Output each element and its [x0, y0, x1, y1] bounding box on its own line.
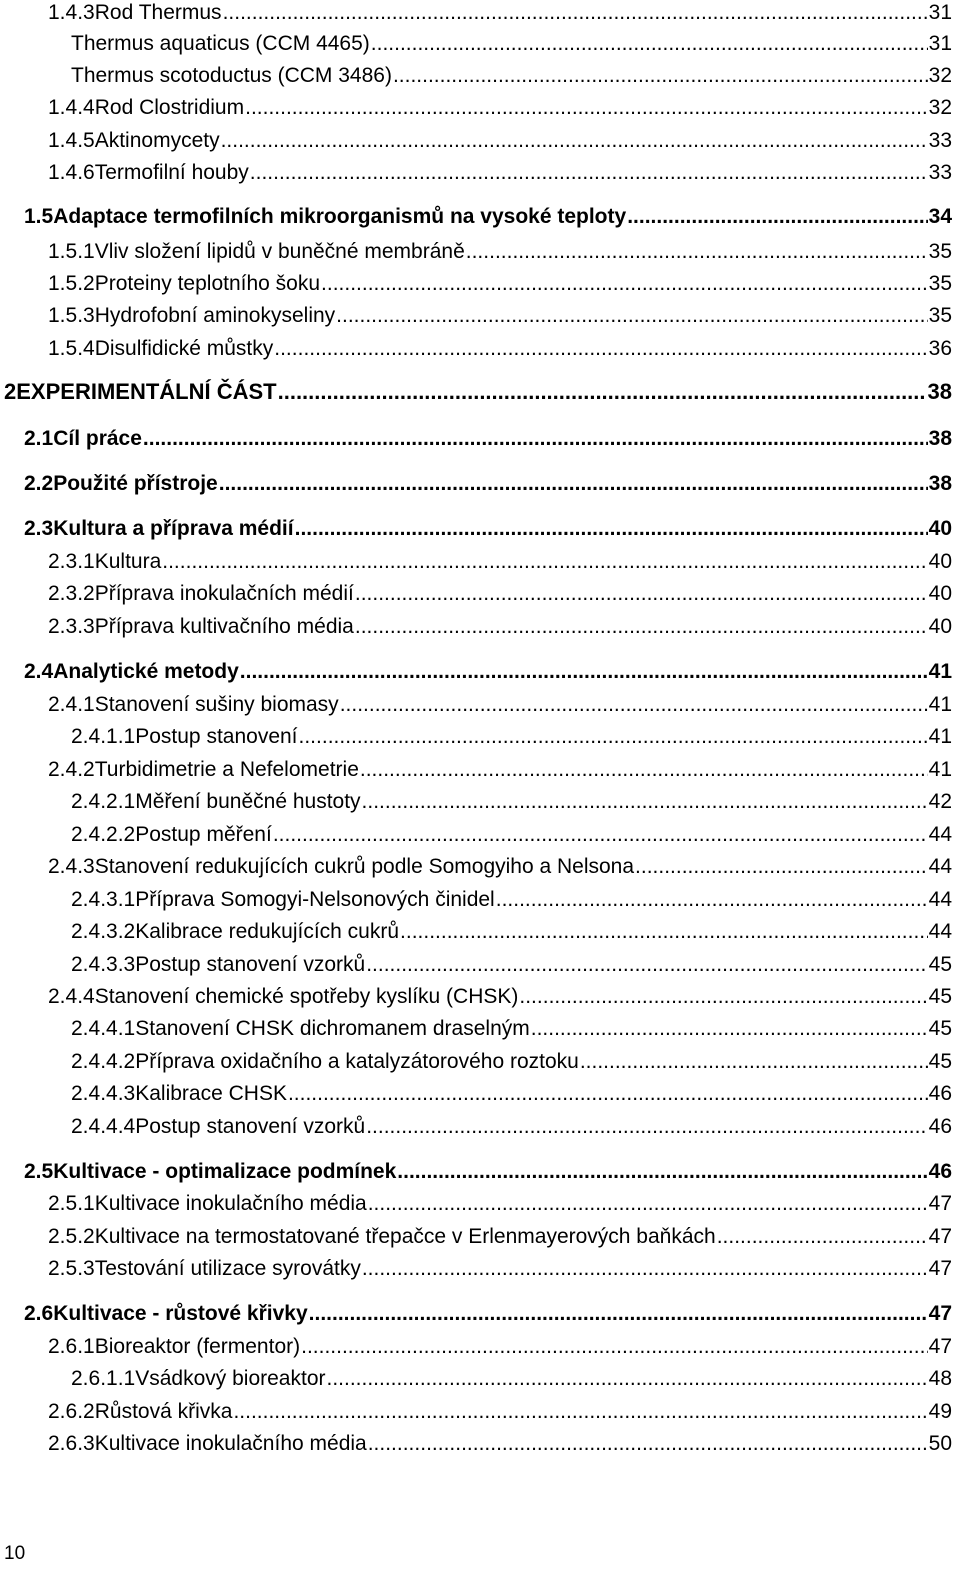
toc-entry-number: 2.4.3 — [48, 855, 95, 878]
toc-entry[interactable] — [24, 1301, 952, 1327]
toc-entry-number: 2.3.3 — [48, 615, 95, 638]
toc-entry[interactable] — [71, 822, 952, 848]
toc-leader-dots — [299, 724, 928, 750]
toc-entry-title: Kultivace - optimalizace podmínek — [53, 1160, 397, 1183]
toc-entry-title: Rod Clostridium — [94, 96, 245, 119]
toc-leader-dots — [274, 336, 927, 362]
toc-entry-page: 41 — [928, 725, 952, 748]
toc-entry[interactable] — [48, 549, 952, 575]
toc-leader-dots — [233, 1399, 927, 1425]
toc-entry[interactable] — [4, 379, 952, 405]
toc-entry-number: 2.5 — [24, 1160, 54, 1183]
toc-entry-page: 33 — [928, 129, 952, 152]
toc-leader-dots — [309, 1301, 928, 1327]
toc-entry-page: 45 — [928, 953, 952, 976]
toc-entry[interactable] — [48, 1399, 952, 1425]
toc-entry-page: 41 — [928, 693, 952, 716]
toc-entry-page: 34 — [928, 205, 952, 228]
toc-entry-page: 49 — [928, 1400, 952, 1423]
toc-entry-page: 47 — [928, 1192, 952, 1215]
toc-entry-page: 38 — [927, 379, 952, 404]
toc-entry-number: 1.4.4 — [48, 96, 95, 119]
toc-entry-page: 41 — [928, 660, 952, 683]
toc-entry-page: 40 — [928, 615, 952, 638]
toc-entry-number: 1.5.1 — [48, 240, 95, 263]
toc-entry-number: 2.2 — [24, 472, 54, 495]
toc-entry[interactable] — [24, 204, 952, 230]
toc-entry[interactable] — [48, 303, 952, 329]
toc-entry[interactable] — [71, 887, 952, 913]
toc-entry-title: Postup stanovení vzorků — [135, 1115, 366, 1138]
toc-leader-dots — [362, 1256, 928, 1282]
toc-entry-number: 2.4.3.3 — [71, 953, 136, 976]
toc-leader-dots — [496, 887, 928, 913]
toc-entry-title: Postup stanovení vzorků — [135, 953, 366, 976]
toc-entry[interactable] — [48, 128, 952, 154]
toc-entry-title: Cíl práce — [53, 427, 142, 450]
toc-entry-number: 2.6 — [24, 1302, 54, 1325]
toc-entry-title: Disulfidické můstky — [94, 337, 274, 360]
toc-entry[interactable] — [24, 1159, 952, 1185]
toc-leader-dots — [336, 303, 927, 329]
toc-entry-title: Příprava oxidačního a katalyzátorového roztoku — [135, 1050, 579, 1073]
toc-entry-page: 38 — [928, 472, 952, 495]
toc-leader-dots — [162, 549, 927, 575]
toc-entry[interactable] — [48, 0, 952, 26]
toc-entry-number: 2.3.2 — [48, 582, 95, 605]
toc-leader-dots — [368, 1431, 928, 1457]
toc-entry-title: Kalibrace redukujících cukrů — [135, 920, 400, 943]
toc-entry[interactable] — [71, 1049, 952, 1075]
toc-leader-dots — [278, 379, 927, 405]
toc-entry[interactable] — [48, 692, 952, 718]
toc-leader-dots — [580, 1049, 928, 1075]
toc-leader-dots — [221, 128, 928, 154]
toc-entry[interactable] — [48, 336, 952, 362]
toc-entry-number: 2.1 — [24, 427, 54, 450]
toc-leader-dots — [531, 1016, 928, 1042]
toc-entry-page: 44 — [928, 855, 952, 878]
toc-entry[interactable] — [24, 471, 952, 497]
toc-entry[interactable] — [24, 659, 952, 685]
toc-entry-title: Rod Thermus — [94, 1, 222, 24]
toc-entry-page: 47 — [928, 1225, 952, 1248]
toc-entry-number: 2.4.1.1 — [71, 725, 136, 748]
toc-entry[interactable] — [71, 789, 952, 815]
toc-leader-dots — [327, 1366, 928, 1392]
toc-entry[interactable] — [71, 1366, 952, 1392]
toc-leader-dots — [219, 471, 928, 497]
toc-entry[interactable] — [48, 1256, 952, 1282]
toc-leader-dots — [321, 271, 928, 297]
toc-entry-number: 2.4.3.1 — [71, 888, 136, 911]
toc-entry-title: Postup stanovení — [135, 725, 298, 748]
toc-entry-page: 31 — [928, 32, 952, 55]
toc-entry-page: 33 — [928, 161, 952, 184]
toc-entry-page: 46 — [928, 1082, 952, 1105]
toc-entry-title: Příprava kultivačního média — [94, 615, 354, 638]
toc-entry-page: 36 — [928, 337, 952, 360]
toc-leader-dots — [393, 63, 928, 89]
toc-entry-title: Analytické metody — [53, 660, 239, 683]
toc-entry-page: 32 — [928, 96, 952, 119]
toc-entry-title: Thermus scotoductus (CCM 3486) — [71, 64, 392, 87]
toc-entry[interactable] — [48, 614, 952, 640]
toc-entry-title: Thermus aquaticus (CCM 4465) — [71, 32, 370, 55]
toc-entry-page: 47 — [928, 1257, 952, 1280]
toc-leader-dots — [366, 1114, 927, 1140]
toc-entry-number: 2.4.2 — [48, 758, 95, 781]
toc-entry[interactable] — [48, 854, 952, 880]
toc-leader-dots — [273, 822, 928, 848]
toc-leader-dots — [371, 31, 928, 57]
toc-entry-number: 2.4.3.2 — [71, 920, 136, 943]
toc-leader-dots — [717, 1224, 928, 1250]
toc-entry[interactable] — [48, 581, 952, 607]
toc-entry-title: Hydrofobní aminokyseliny — [94, 304, 336, 327]
toc-entry-title: Kalibrace CHSK — [135, 1082, 287, 1105]
toc-entry-title: Vliv složení lipidů v buněčné membráně — [94, 240, 465, 263]
toc-entry-page: 40 — [928, 550, 952, 573]
toc-leader-dots — [340, 692, 928, 718]
toc-entry[interactable] — [71, 724, 952, 750]
toc-entry-number: 2.6.1.1 — [71, 1367, 136, 1390]
toc-entry-page: 45 — [928, 985, 952, 1008]
toc-entry-page: 35 — [928, 240, 952, 263]
toc-entry[interactable] — [71, 1081, 952, 1107]
toc-entry-number: 2 — [4, 379, 17, 404]
toc-leader-dots — [466, 239, 928, 265]
toc-entry-title: Růstová křivka — [94, 1400, 233, 1423]
toc-entry-title: Kultivace inokulačního média — [94, 1192, 367, 1215]
toc-entry-number: 2.4.4.1 — [71, 1017, 136, 1040]
toc-entry[interactable] — [48, 757, 952, 783]
toc-entry[interactable] — [24, 516, 952, 542]
toc-entry-number: 1.4.5 — [48, 129, 95, 152]
toc-entry-number: 2.4 — [24, 660, 54, 683]
toc-entry-title: Kultura — [94, 550, 162, 573]
toc-entry-title: Kultivace - růstové křivky — [53, 1302, 308, 1325]
toc-entry[interactable] — [71, 31, 952, 57]
toc-entry-number: 2.6.2 — [48, 1400, 95, 1423]
toc-entry-page: 45 — [928, 1050, 952, 1073]
toc-entry[interactable] — [48, 1334, 952, 1360]
toc-entry-number: 1.4.3 — [48, 1, 95, 24]
toc-entry-title: Postup měření — [135, 823, 272, 846]
toc-entry[interactable] — [48, 271, 952, 297]
toc-entry-page: 44 — [928, 823, 952, 846]
toc-entry[interactable] — [24, 426, 952, 452]
toc-entry-page: 44 — [928, 888, 952, 911]
toc-entry-number: 2.4.1 — [48, 693, 95, 716]
toc-entry-page: 31 — [928, 1, 952, 24]
toc-entry-title: Termofilní houby — [94, 161, 249, 184]
toc-entry-number: 2.4.4 — [48, 985, 95, 1008]
toc-entry-page: 47 — [928, 1335, 952, 1358]
toc-entry-title: EXPERIMENTÁLNÍ ČÁST — [16, 379, 277, 404]
toc-entry[interactable] — [48, 1191, 952, 1217]
toc-entry-number: 2.4.4.4 — [71, 1115, 136, 1138]
toc-entry-number: 1.4.6 — [48, 161, 95, 184]
toc-entry-page: 47 — [928, 1302, 952, 1325]
toc-leader-dots — [223, 0, 928, 26]
toc-entry-number: 1.5.3 — [48, 304, 95, 327]
toc-leader-dots — [295, 516, 928, 542]
toc-entry-page: 50 — [928, 1432, 952, 1455]
toc-entry[interactable] — [71, 63, 952, 89]
toc-entry-number: 2.3 — [24, 517, 54, 540]
toc-entry-number: 1.5.2 — [48, 272, 95, 295]
toc-leader-dots — [288, 1081, 928, 1107]
toc-entry[interactable] — [48, 160, 952, 186]
toc-entry-title: Příprava inokulačních médií — [94, 582, 354, 605]
toc-leader-dots — [250, 160, 928, 186]
toc-entry-page: 35 — [928, 272, 952, 295]
toc-entry-title: Měření buněčné hustoty — [135, 790, 361, 813]
toc-entry-page: 41 — [928, 758, 952, 781]
toc-entry-title: Stanovení CHSK dichromanem draselným — [135, 1017, 530, 1040]
toc-leader-dots — [519, 984, 927, 1010]
toc-entry-title: Kultivace na termostatované třepačce v Erlenmayerových baňkách — [94, 1225, 716, 1248]
toc-entry-title: Kultura a příprava médií — [53, 517, 294, 540]
toc-entry-number: 2.6.1 — [48, 1335, 95, 1358]
toc-leader-dots — [355, 581, 928, 607]
toc-entry-number: 2.5.2 — [48, 1225, 95, 1248]
toc-entry-page: 38 — [928, 427, 952, 450]
toc-leader-dots — [143, 426, 928, 452]
toc-leader-dots — [400, 919, 928, 945]
toc-leader-dots — [301, 1334, 928, 1360]
toc-entry-title: Testování utilizace syrovátky — [94, 1257, 361, 1280]
toc-entry-number: 2.4.4.2 — [71, 1050, 136, 1073]
toc-entry-page: 32 — [928, 64, 952, 87]
toc-entry-page: 35 — [928, 304, 952, 327]
toc-entry-number: 2.4.2.2 — [71, 823, 136, 846]
toc-entry-title: Proteiny teplotního šoku — [94, 272, 321, 295]
toc-entry-title: Stanovení redukujících cukrů podle Somogyiho a Nelsona — [94, 855, 635, 878]
toc-leader-dots — [360, 757, 928, 783]
toc-leader-dots — [397, 1159, 927, 1185]
toc-leader-dots — [635, 854, 928, 880]
page-number: 10 — [4, 1543, 26, 1564]
toc-entry-number: 2.3.1 — [48, 550, 95, 573]
toc-entry-title: Příprava Somogyi-Nelsonových činidel — [135, 888, 495, 911]
toc-entry[interactable] — [71, 919, 952, 945]
toc-entry[interactable] — [71, 1016, 952, 1042]
toc-entry-page: 42 — [928, 790, 952, 813]
toc-entry-page: 46 — [928, 1160, 952, 1183]
toc-entry[interactable] — [71, 952, 952, 978]
toc-leader-dots — [240, 659, 928, 685]
toc-leader-dots — [245, 95, 928, 121]
toc-entry-title: Stanovení chemické spotřeby kyslíku (CHSK) — [94, 985, 519, 1008]
toc-leader-dots — [362, 789, 928, 815]
toc-entry-number: 2.4.4.3 — [71, 1082, 136, 1105]
toc-entry-page: 46 — [928, 1115, 952, 1138]
toc-entry-title: Vsádkový bioreaktor — [135, 1367, 326, 1390]
toc-leader-dots — [627, 204, 927, 230]
toc-entry-page: 48 — [928, 1367, 952, 1390]
toc-entry-title: Kultivace inokulačního média — [94, 1432, 367, 1455]
toc-entry-page: 40 — [928, 517, 952, 540]
toc-entry-title: Adaptace termofilních mikroorganismů na vysoké teploty — [53, 205, 627, 228]
toc-entry-title: Turbidimetrie a Nefelometrie — [94, 758, 359, 781]
toc-entry-number: 2.5.1 — [48, 1192, 95, 1215]
toc-entry-number: 2.5.3 — [48, 1257, 95, 1280]
toc-entry[interactable] — [48, 95, 952, 121]
toc-entry-title: Aktinomycety — [94, 129, 220, 152]
toc-entry-number: 2.4.2.1 — [71, 790, 136, 813]
toc-leader-dots — [366, 952, 927, 978]
toc-leader-dots — [355, 614, 928, 640]
toc-entry[interactable] — [48, 1224, 952, 1250]
toc-entry-number: 2.6.3 — [48, 1432, 95, 1455]
toc-entry-number: 1.5 — [24, 205, 54, 228]
toc-entry-page: 45 — [928, 1017, 952, 1040]
toc-entry-number: 1.5.4 — [48, 337, 95, 360]
toc-entry-title: Bioreaktor (fermentor) — [94, 1335, 301, 1358]
toc-leader-dots — [368, 1191, 928, 1217]
toc-entry-page: 40 — [928, 582, 952, 605]
toc-entry-title: Použité přístroje — [53, 472, 218, 495]
toc-entry[interactable] — [48, 239, 952, 265]
toc-entry[interactable] — [48, 984, 952, 1010]
toc-entry-page: 44 — [928, 920, 952, 943]
toc-entry-title: Stanovení sušiny biomasy — [94, 693, 339, 716]
toc-entry[interactable] — [48, 1431, 952, 1457]
toc-entry[interactable] — [71, 1114, 952, 1140]
